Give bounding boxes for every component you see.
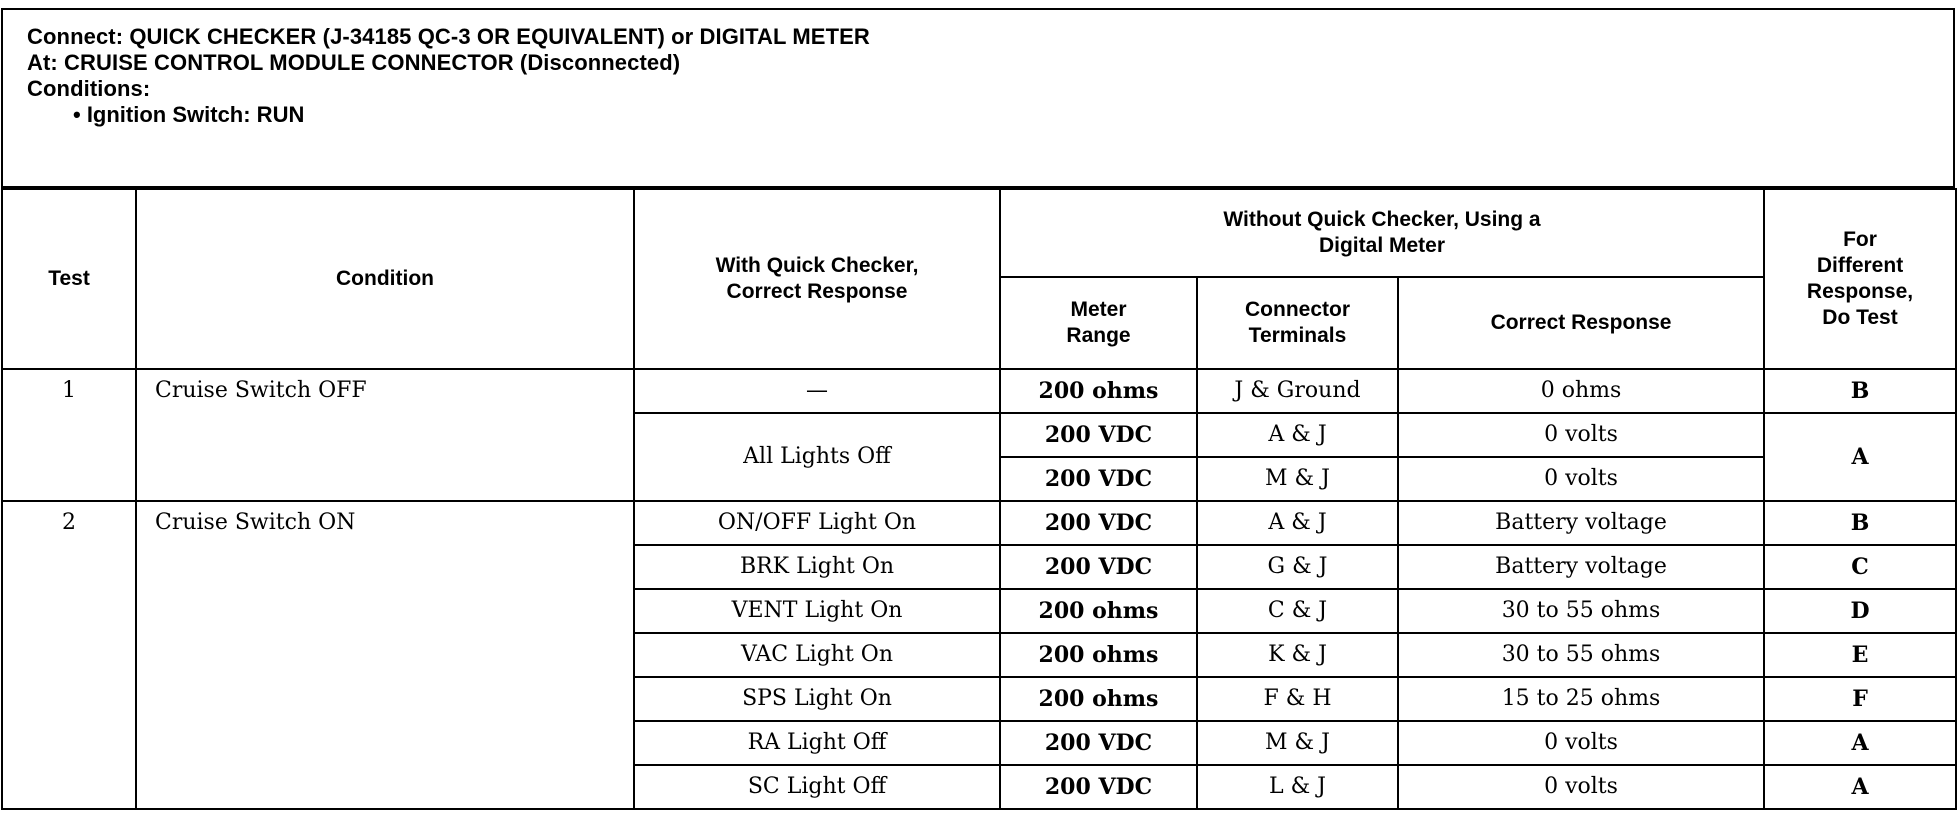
quick-response: All Lights Off — [634, 413, 1000, 501]
quick-response: RA Light Off — [634, 721, 1000, 765]
test-condition: Cruise Switch ON — [136, 501, 634, 809]
correct-response: 30 to 55 ohms — [1398, 589, 1764, 633]
at-line: At: CRUISE CONTROL MODULE CONNECTOR (Disconnected) — [27, 50, 681, 75]
quick-response: BRK Light On — [634, 545, 1000, 589]
correct-response: 0 ohms — [1398, 369, 1764, 413]
table-row — [2, 369, 1956, 413]
connector-terminals: J & Ground — [1197, 369, 1398, 413]
meter-range: 200 ohms — [1000, 633, 1197, 677]
correct-response: Battery voltage — [1398, 545, 1764, 589]
correct-response: 0 volts — [1398, 413, 1764, 457]
connector-terminals: C & J — [1197, 589, 1398, 633]
meter-range: 200 VDC — [1000, 501, 1197, 545]
header-test: Test — [2, 189, 136, 369]
do-test: C — [1764, 545, 1956, 589]
connector-terminals: L & J — [1197, 765, 1398, 809]
header-meter-range — [1000, 277, 1197, 369]
do-test: B — [1764, 369, 1956, 413]
header-different-response-text: For Different Response, Do Test — [1806, 228, 1914, 329]
connector-terminals: A & J — [1197, 413, 1398, 457]
do-test: F — [1764, 677, 1956, 721]
connector-terminals: M & J — [1197, 721, 1398, 765]
header-different-response — [1764, 189, 1956, 369]
meter-range: 200 VDC — [1000, 413, 1197, 457]
meter-range: 200 VDC — [1000, 545, 1197, 589]
correct-response: Battery voltage — [1398, 501, 1764, 545]
correct-response: 30 to 55 ohms — [1398, 633, 1764, 677]
do-test: D — [1764, 589, 1956, 633]
quick-response: — — [634, 369, 1000, 413]
header-digital-meter-text: Without Quick Checker, Using a Digital Meter — [1223, 208, 1541, 257]
header-row-1 — [2, 189, 1956, 277]
test-condition: Cruise Switch OFF — [136, 369, 634, 501]
do-test: A — [1764, 413, 1956, 501]
connector-terminals: F & H — [1197, 677, 1398, 721]
header-connector-terminals-text: Connector Terminals — [1245, 298, 1350, 347]
test-number: 1 — [2, 369, 136, 501]
connect-line: Connect: QUICK CHECKER (J-34185 QC-3 OR EQUIVALENT) or DIGITAL METER — [27, 24, 870, 49]
condition-ignition: • Ignition Switch: RUN — [73, 102, 305, 127]
correct-response: 0 volts — [1398, 765, 1764, 809]
header-correct-response: Correct Response — [1398, 277, 1764, 369]
conditions-label: Conditions: — [27, 76, 151, 101]
quick-response: VENT Light On — [634, 589, 1000, 633]
meter-range: 200 VDC — [1000, 721, 1197, 765]
connector-terminals: A & J — [1197, 501, 1398, 545]
connector-terminals: M & J — [1197, 457, 1398, 501]
meter-range: 200 ohms — [1000, 589, 1197, 633]
header-meter-range-text: Meter Range — [1066, 298, 1131, 347]
header-quick-checker — [634, 189, 1000, 369]
correct-response: 15 to 25 ohms — [1398, 677, 1764, 721]
meter-range: 200 VDC — [1000, 765, 1197, 809]
diagnostic-table — [1, 188, 1957, 810]
connector-terminals: G & J — [1197, 545, 1398, 589]
header-condition: Condition — [136, 189, 634, 369]
quick-response: VAC Light On — [634, 633, 1000, 677]
quick-response: ON/OFF Light On — [634, 501, 1000, 545]
do-test: A — [1764, 765, 1956, 809]
correct-response: 0 volts — [1398, 721, 1764, 765]
do-test: E — [1764, 633, 1956, 677]
meter-range: 200 VDC — [1000, 457, 1197, 501]
header-quick-checker-text: With Quick Checker, Correct Response — [715, 254, 919, 303]
test-number: 2 — [2, 501, 136, 809]
do-test: A — [1764, 721, 1956, 765]
table-row — [2, 501, 1956, 545]
connection-info-box — [1, 8, 1955, 188]
meter-range: 200 ohms — [1000, 369, 1197, 413]
header-digital-meter — [1000, 189, 1764, 277]
header-connector-terminals — [1197, 277, 1398, 369]
do-test: B — [1764, 501, 1956, 545]
correct-response: 0 volts — [1398, 457, 1764, 501]
connector-terminals: K & J — [1197, 633, 1398, 677]
quick-response: SC Light Off — [634, 765, 1000, 809]
quick-response: SPS Light On — [634, 677, 1000, 721]
meter-range: 200 ohms — [1000, 677, 1197, 721]
